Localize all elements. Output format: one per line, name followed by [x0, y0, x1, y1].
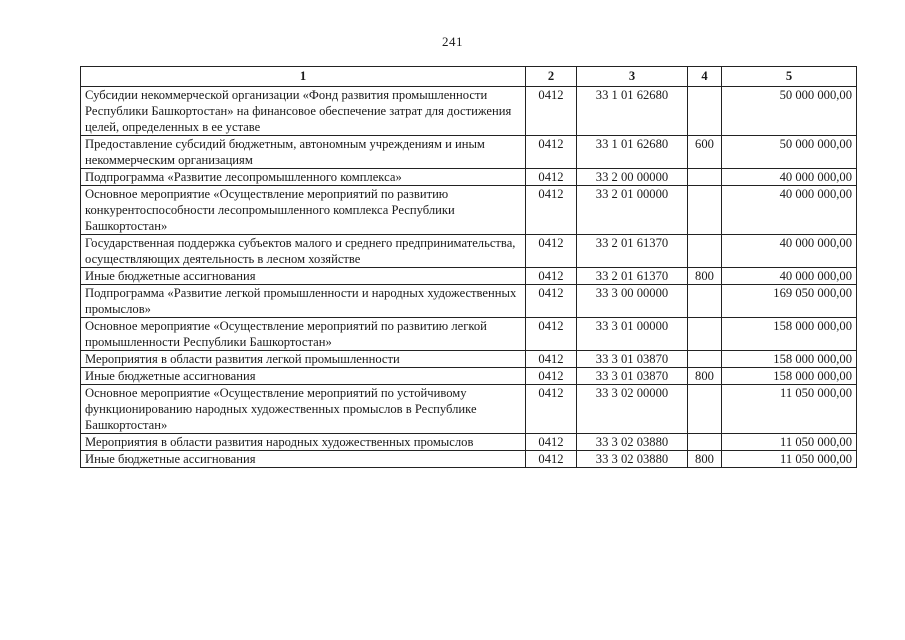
- expense-type-cell: [688, 235, 722, 268]
- table-row: [81, 318, 857, 351]
- section-code-cell: 0412: [526, 385, 577, 434]
- table-row: [81, 268, 857, 285]
- item-name-cell: Основное мероприятие «Осуществление мероприятий по устойчивому функционированию народных художественных промыслов в Республике Башкортостан»: [81, 385, 526, 434]
- item-name-cell: Предоставление субсидий бюджетным, автономным учреждениям и иным некоммерческим организациям: [81, 136, 526, 169]
- column-header-5: 5: [722, 67, 857, 87]
- amount-cell: 40 000 000,00: [722, 235, 857, 268]
- section-code-cell: 0412: [526, 318, 577, 351]
- amount-cell: 11 050 000,00: [722, 385, 857, 434]
- amount-cell: 169 050 000,00: [722, 285, 857, 318]
- table-body: [81, 87, 857, 468]
- item-name-cell: Мероприятия в области развития легкой промышленности: [81, 351, 526, 368]
- table-row: [81, 385, 857, 434]
- expense-type-cell: [688, 169, 722, 186]
- budget-table: [80, 66, 857, 468]
- column-header-2: 2: [526, 67, 577, 87]
- expense-type-cell: [688, 186, 722, 235]
- expense-type-cell: [688, 318, 722, 351]
- section-code-cell: 0412: [526, 186, 577, 235]
- page-number: 241: [442, 34, 463, 49]
- amount-cell: 158 000 000,00: [722, 368, 857, 385]
- target-article-cell: 33 2 01 00000: [577, 186, 688, 235]
- section-code-cell: 0412: [526, 136, 577, 169]
- table-row: [81, 235, 857, 268]
- section-code-cell: 0412: [526, 285, 577, 318]
- section-code-cell: 0412: [526, 169, 577, 186]
- item-name-cell: Государственная поддержка субъектов малого и среднего предпринимательства, осуществляющих деятельность в лесном хозяйстве: [81, 235, 526, 268]
- section-code-cell: 0412: [526, 268, 577, 285]
- section-code-cell: 0412: [526, 351, 577, 368]
- item-name-cell: Основное мероприятие «Осуществление мероприятий по развитию легкой промышленности Республики Башкортостан»: [81, 318, 526, 351]
- item-name-cell: Субсидии некоммерческой организации «Фонд развития промышленности Республики Башкортостан» на финансовое обеспечение затрат для достижения целей, определенных в ее уставе: [81, 87, 526, 136]
- target-article-cell: 33 3 02 03880: [577, 434, 688, 451]
- amount-cell: 11 050 000,00: [722, 434, 857, 451]
- target-article-cell: 33 1 01 62680: [577, 87, 688, 136]
- section-code-cell: 0412: [526, 434, 577, 451]
- amount-cell: 158 000 000,00: [722, 318, 857, 351]
- target-article-cell: 33 3 01 03870: [577, 351, 688, 368]
- amount-cell: 40 000 000,00: [722, 268, 857, 285]
- expense-type-cell: [688, 385, 722, 434]
- item-name-cell: Мероприятия в области развития народных художественных промыслов: [81, 434, 526, 451]
- expense-type-cell: 800: [688, 368, 722, 385]
- target-article-cell: 33 1 01 62680: [577, 136, 688, 169]
- expense-type-cell: [688, 285, 722, 318]
- item-name-cell: Подпрограмма «Развитие легкой промышленности и народных художественных промыслов»: [81, 285, 526, 318]
- expense-type-cell: [688, 87, 722, 136]
- section-code-cell: 0412: [526, 235, 577, 268]
- item-name-cell: Иные бюджетные ассигнования: [81, 451, 526, 468]
- amount-cell: 50 000 000,00: [722, 136, 857, 169]
- amount-cell: 11 050 000,00: [722, 451, 857, 468]
- amount-cell: 40 000 000,00: [722, 186, 857, 235]
- item-name-cell: Подпрограмма «Развитие лесопромышленного комплекса»: [81, 169, 526, 186]
- header-row: [81, 67, 857, 87]
- target-article-cell: 33 2 01 61370: [577, 235, 688, 268]
- amount-cell: 40 000 000,00: [722, 169, 857, 186]
- table-row: [81, 451, 857, 468]
- item-name-cell: Иные бюджетные ассигнования: [81, 368, 526, 385]
- table-row: [81, 285, 857, 318]
- section-code-cell: 0412: [526, 87, 577, 136]
- column-header-3: 3: [577, 67, 688, 87]
- amount-cell: 50 000 000,00: [722, 87, 857, 136]
- column-header-1: 1: [81, 67, 526, 87]
- table-row: [81, 87, 857, 136]
- target-article-cell: 33 3 01 03870: [577, 368, 688, 385]
- table-row: [81, 434, 857, 451]
- table-row: [81, 186, 857, 235]
- expense-type-cell: 800: [688, 268, 722, 285]
- table-row: [81, 169, 857, 186]
- section-code-cell: 0412: [526, 368, 577, 385]
- amount-cell: 158 000 000,00: [722, 351, 857, 368]
- target-article-cell: 33 3 00 00000: [577, 285, 688, 318]
- target-article-cell: 33 3 02 00000: [577, 385, 688, 434]
- expense-type-cell: [688, 351, 722, 368]
- target-article-cell: 33 2 00 00000: [577, 169, 688, 186]
- column-header-4: 4: [688, 67, 722, 87]
- table-row: [81, 136, 857, 169]
- target-article-cell: 33 3 01 00000: [577, 318, 688, 351]
- target-article-cell: 33 3 02 03880: [577, 451, 688, 468]
- section-code-cell: 0412: [526, 451, 577, 468]
- item-name-cell: Основное мероприятие «Осуществление мероприятий по развитию конкурентоспособности лесопромышленного комплекса Республики Башкортостан»: [81, 186, 526, 235]
- expense-type-cell: 600: [688, 136, 722, 169]
- target-article-cell: 33 2 01 61370: [577, 268, 688, 285]
- expense-type-cell: 800: [688, 451, 722, 468]
- table-row: [81, 351, 857, 368]
- table-row: [81, 368, 857, 385]
- item-name-cell: Иные бюджетные ассигнования: [81, 268, 526, 285]
- expense-type-cell: [688, 434, 722, 451]
